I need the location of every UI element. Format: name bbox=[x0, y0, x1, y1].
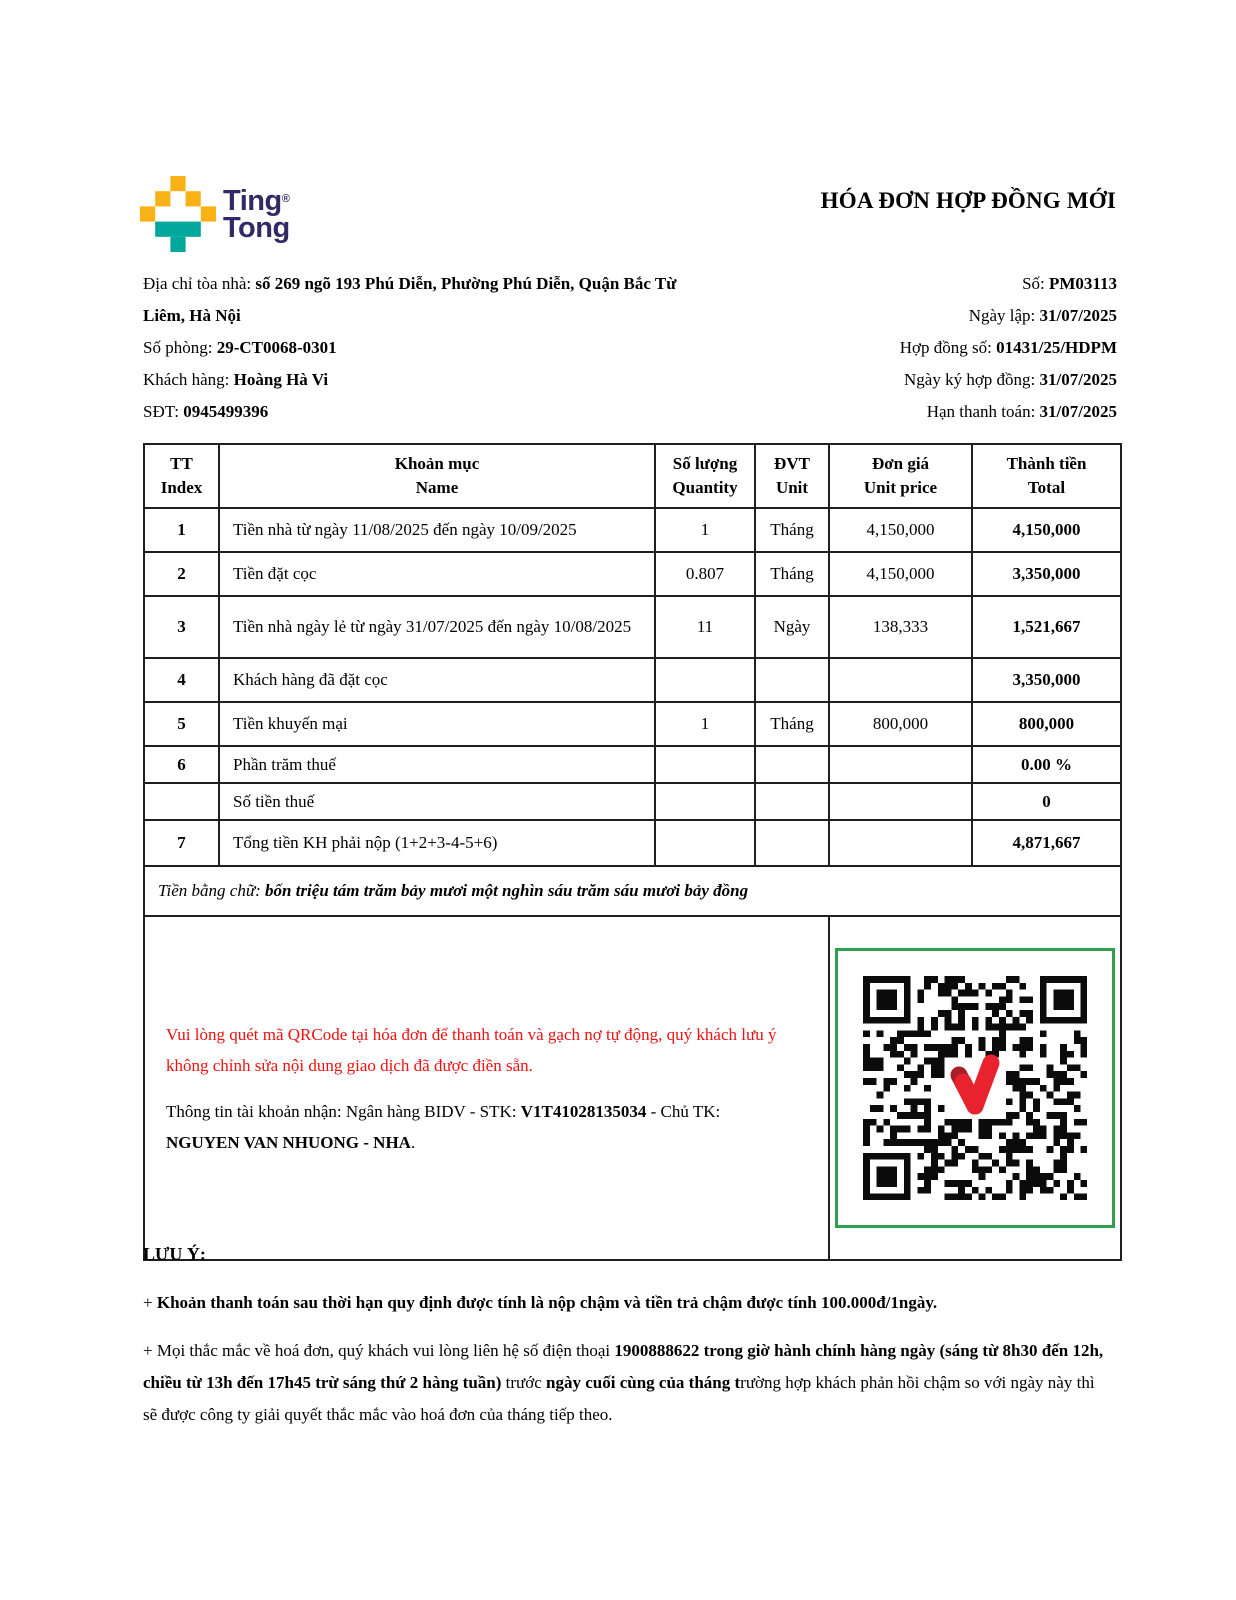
meta-line-label: Số: bbox=[1022, 274, 1049, 293]
meta-line-value: 01431/25/HDPM bbox=[996, 338, 1117, 357]
tingtong-logo-icon bbox=[140, 176, 216, 252]
table-row bbox=[144, 552, 1121, 596]
column-header-en: Index bbox=[160, 478, 203, 497]
cell-name: Tiền nhà từ ngày 11/08/2025 đến ngày 10/09/2025 bbox=[219, 508, 655, 552]
meta-line-value: 31/07/2025 bbox=[1039, 370, 1117, 389]
info-line bbox=[143, 396, 691, 428]
column-header-en: Unit price bbox=[863, 478, 938, 497]
account-info-segment: Thông tin tài khoản nhận: Ngân hàng BIDV - STK: bbox=[166, 1101, 521, 1121]
cell-tt bbox=[144, 783, 219, 820]
cell-tt: 1 bbox=[144, 508, 219, 552]
amount-in-words-cell bbox=[144, 866, 1121, 916]
cell-qty bbox=[655, 783, 755, 820]
cell-qty: 0.807 bbox=[655, 552, 755, 596]
column-header-vi: Thành tiền bbox=[1006, 454, 1087, 473]
cell-unit: Tháng bbox=[755, 552, 829, 596]
info-line-label: Địa chỉ tòa nhà: bbox=[143, 274, 256, 293]
cell-price bbox=[829, 746, 972, 783]
column-header-vi: Số lượng bbox=[672, 454, 738, 473]
cell-unit: Tháng bbox=[755, 702, 829, 746]
cell-price: 138,333 bbox=[829, 596, 972, 658]
column-header-vi: Khoản mục bbox=[394, 454, 480, 473]
column-header bbox=[219, 444, 655, 508]
meta-line-value: 31/07/2025 bbox=[1039, 402, 1117, 421]
cell-total: 0.00 % bbox=[972, 746, 1121, 783]
account-info-segment: V1T41028135034 bbox=[520, 1101, 647, 1121]
account-info-segment: NGUYEN VAN NHUONG - NHA bbox=[166, 1132, 411, 1152]
hotline-note-segment: + Mọi thắc mắc về hoá đơn, quý khách vui lòng liên hệ số điện thoại bbox=[143, 1341, 615, 1360]
cell-name: Tiền nhà ngày lẻ từ ngày 31/07/2025 đến ngày 10/08/2025 bbox=[219, 596, 655, 658]
late-payment-note bbox=[143, 1287, 1107, 1319]
cell-total: 0 bbox=[972, 783, 1121, 820]
column-header bbox=[972, 444, 1121, 508]
cell-name: Tiền đặt cọc bbox=[219, 552, 655, 596]
column-header-vi: ĐVT bbox=[774, 454, 810, 473]
amount-in-words-label: Tiền bằng chữ: bbox=[158, 881, 266, 900]
meta-line-label: Ngày ký hợp đồng: bbox=[904, 370, 1040, 389]
cell-unit: Ngày bbox=[755, 596, 829, 658]
meta-line bbox=[691, 300, 1117, 332]
info-line bbox=[143, 364, 691, 396]
table-row bbox=[144, 658, 1121, 702]
qr-code bbox=[863, 976, 1087, 1200]
cell-price: 4,150,000 bbox=[829, 508, 972, 552]
info-line bbox=[143, 332, 691, 364]
invoice-table bbox=[143, 443, 1122, 1261]
cell-price: 4,150,000 bbox=[829, 552, 972, 596]
hotline-note-segment: ngày cuối cùng của tháng t bbox=[546, 1373, 741, 1392]
info-line-value: số 269 ngõ 193 Phú Diễn, Phường Phú Diễn, Quận Bắc Từ Liêm, Hà Nội bbox=[143, 274, 677, 325]
column-header bbox=[655, 444, 755, 508]
logo-word-ting: Ting bbox=[223, 185, 282, 217]
info-line-value: Hoàng Hà Vi bbox=[233, 370, 329, 389]
info-line-label: SĐT: bbox=[143, 402, 184, 421]
cell-qty bbox=[655, 820, 755, 866]
customer-info bbox=[143, 268, 691, 428]
cell-tt: 4 bbox=[144, 658, 219, 702]
cell-total: 800,000 bbox=[972, 702, 1121, 746]
meta-line-label: Ngày lập: bbox=[968, 306, 1040, 325]
account-info-segment: . bbox=[410, 1132, 416, 1152]
invoice-info bbox=[143, 268, 1117, 428]
qr-payment-notice: Vui lòng quét mã QRCode tại hóa đơn để thanh toán và gạch nợ tự động, quý khách lưu ý không chỉnh sửa nội dung giao dịch đã được điền sẵn. bbox=[166, 1024, 777, 1075]
info-line bbox=[143, 268, 691, 332]
meta-line bbox=[691, 396, 1117, 428]
column-header bbox=[829, 444, 972, 508]
hotline-note-segment: 1900888622 trong giờ hành chính hàng ngày (sáng từ 8h30 đến 12h, chiều từ 13h đến 17h45 trừ sáng thứ 2 hàng tuần) bbox=[143, 1341, 1104, 1392]
cell-tt: 7 bbox=[144, 820, 219, 866]
column-header bbox=[755, 444, 829, 508]
meta-line-label: Hạn thanh toán: bbox=[926, 402, 1040, 421]
cell-name: Số tiền thuế bbox=[219, 783, 655, 820]
column-header-en: Total bbox=[1027, 478, 1066, 497]
cell-name: Tiền khuyến mại bbox=[219, 702, 655, 746]
cell-unit bbox=[755, 820, 829, 866]
info-line-value: 0945499396 bbox=[183, 402, 269, 421]
cell-price: 800,000 bbox=[829, 702, 972, 746]
cell-total: 3,350,000 bbox=[972, 552, 1121, 596]
cell-total: 4,871,667 bbox=[972, 820, 1121, 866]
table-row bbox=[144, 596, 1121, 658]
logo-word-tong: Tong bbox=[223, 212, 290, 244]
column-header-en: Name bbox=[415, 478, 459, 497]
column-header-vi: TT bbox=[170, 454, 193, 473]
cell-unit: Tháng bbox=[755, 508, 829, 552]
column-header bbox=[144, 444, 219, 508]
hotline-note-segment: trước bbox=[501, 1373, 547, 1392]
registered-mark: ® bbox=[281, 193, 290, 205]
cell-qty: 1 bbox=[655, 508, 755, 552]
hotline-note-segment: rường hợp khách phản hồi chậm so với ngày này thì sẽ được công ty giải quyết thắc mắc vào hoá đơn của tháng tiếp theo. bbox=[143, 1373, 1095, 1424]
meta-line-label: Hợp đồng số: bbox=[899, 338, 997, 357]
notes-heading: LƯU Ý: bbox=[143, 1244, 206, 1264]
account-info-segment: - Chủ TK: bbox=[646, 1101, 721, 1121]
cell-qty bbox=[655, 746, 755, 783]
qr-code-cell bbox=[829, 916, 1121, 1260]
cell-price bbox=[829, 783, 972, 820]
amount-in-words-value: bốn triệu tám trăm bảy mươi một nghìn sáu trăm sáu mươi bảy đồng bbox=[265, 881, 749, 900]
late-payment-note-segment: Khoản thanh toán sau thời hạn quy định được tính là nộp chậm và tiền trả chậm được tính 100.000đ/1ngày. bbox=[156, 1293, 938, 1312]
cell-total: 4,150,000 bbox=[972, 508, 1121, 552]
cell-total: 3,350,000 bbox=[972, 658, 1121, 702]
cell-name: Khách hàng đã đặt cọc bbox=[219, 658, 655, 702]
cell-tt: 3 bbox=[144, 596, 219, 658]
qr-row bbox=[144, 916, 1121, 1260]
meta-line-value: PM03113 bbox=[1049, 274, 1117, 293]
meta-line-value: 31/07/2025 bbox=[1039, 306, 1117, 325]
info-line-value: 29-CT0068-0301 bbox=[216, 338, 337, 357]
cell-price bbox=[829, 658, 972, 702]
tingtong-logo-text bbox=[223, 176, 290, 242]
info-line-label: Khách hàng: bbox=[143, 370, 234, 389]
hotline-note bbox=[143, 1335, 1107, 1431]
cell-qty: 1 bbox=[655, 702, 755, 746]
meta-line bbox=[691, 364, 1117, 396]
table-row bbox=[144, 820, 1121, 866]
info-line-label: Số phòng: bbox=[143, 338, 217, 357]
table-header-row bbox=[144, 444, 1121, 508]
payment-instructions-cell bbox=[144, 916, 829, 1260]
notes-section bbox=[143, 1238, 1107, 1447]
late-payment-note-segment: + bbox=[143, 1293, 157, 1312]
meta-line bbox=[691, 332, 1117, 364]
invoice-table-wrap bbox=[143, 443, 1120, 1261]
cell-tt: 2 bbox=[144, 552, 219, 596]
cell-price bbox=[829, 820, 972, 866]
cell-tt: 6 bbox=[144, 746, 219, 783]
cell-name: Phần trăm thuế bbox=[219, 746, 655, 783]
tingtong-logo bbox=[140, 176, 290, 252]
table-row bbox=[144, 702, 1121, 746]
document-title: HÓA ĐƠN HỢP ĐỒNG MỚI bbox=[820, 188, 1116, 213]
table-row bbox=[144, 783, 1121, 820]
cell-unit bbox=[755, 658, 829, 702]
cell-unit bbox=[755, 783, 829, 820]
cell-qty: 11 bbox=[655, 596, 755, 658]
cell-qty bbox=[655, 658, 755, 702]
column-header-en: Unit bbox=[775, 478, 809, 497]
column-header-vi: Đơn giá bbox=[871, 454, 930, 473]
cell-total: 1,521,667 bbox=[972, 596, 1121, 658]
column-header-en: Quantity bbox=[672, 478, 738, 497]
cell-unit bbox=[755, 746, 829, 783]
table-row bbox=[144, 508, 1121, 552]
cell-tt: 5 bbox=[144, 702, 219, 746]
amount-in-words-row bbox=[144, 866, 1121, 916]
cell-name: Tổng tiền KH phải nộp (1+2+3-4-5+6) bbox=[219, 820, 655, 866]
meta-line bbox=[691, 268, 1117, 300]
qr-code-frame bbox=[835, 948, 1115, 1228]
account-info bbox=[166, 1096, 794, 1158]
table-row bbox=[144, 746, 1121, 783]
invoice-meta bbox=[691, 268, 1117, 428]
